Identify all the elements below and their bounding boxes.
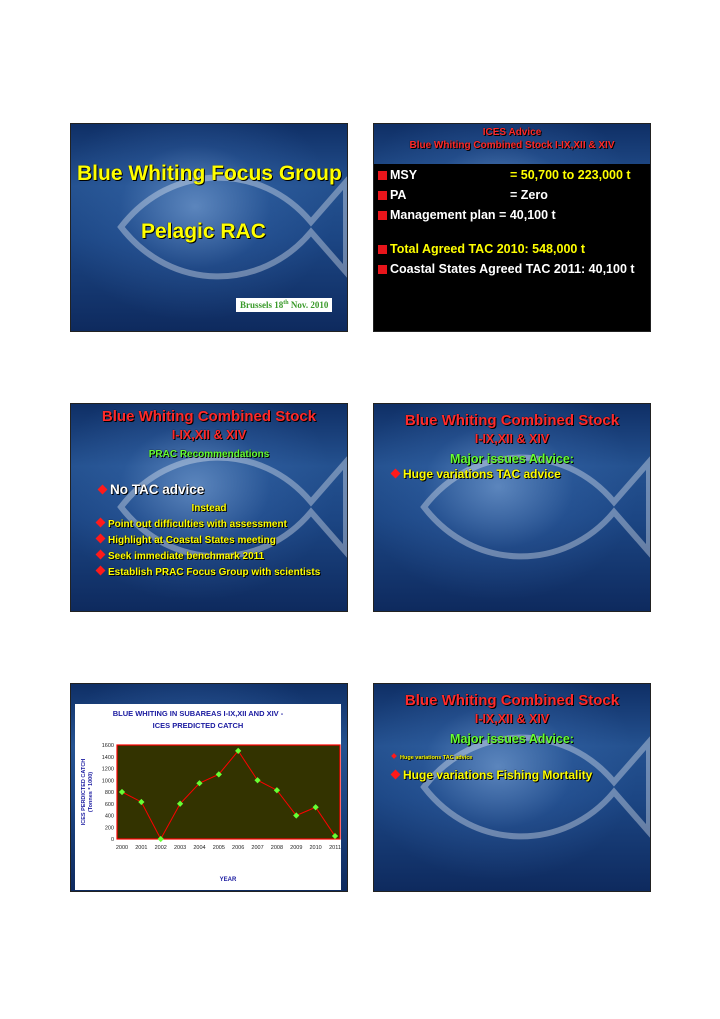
list-item: Huge variations TAC advice (392, 467, 561, 481)
x-tick-label: 2001 (135, 845, 148, 851)
y-tick-label: 1200 (101, 766, 114, 773)
advice-row-msy: MSY = 50,700 to 223,000 t (378, 168, 417, 182)
x-tick-label: 2009 (290, 845, 303, 851)
x-tick-label: 2010 (309, 845, 322, 851)
slide-chart (70, 683, 348, 892)
advice-row-total-tac: Total Agreed TAC 2010: 548,000 t (378, 242, 585, 256)
diamond-bullet-icon (96, 518, 106, 528)
square-bullet-icon (378, 211, 387, 220)
x-tick-label: 2008 (270, 845, 284, 851)
list-item: Seek immediate benchmark 2011 (97, 551, 264, 562)
diamond-bullet-icon (96, 550, 106, 560)
diamond-bullet-icon (96, 566, 106, 576)
diamond-bullet-icon (391, 753, 397, 759)
diamond-bullet-icon (98, 485, 108, 495)
chart-title-line1: BLUE WHITING IN SUBAREAS I-IX,XII AND XIV - (112, 709, 284, 718)
advice-row-management-plan: Management plan = 40,100 t (378, 208, 556, 222)
slide-ices-advice (373, 123, 651, 332)
y-tick-label: 600 (104, 801, 114, 808)
list-item: Highlight at Coastal States meeting (97, 535, 276, 546)
instead-label: Instead (191, 503, 227, 514)
slide-prac-recommendations (70, 403, 348, 612)
x-tick-label: 2002 (154, 845, 167, 851)
advice-row-pa: PA = Zero (378, 188, 406, 202)
x-tick-label: 2004 (193, 845, 206, 851)
y-axis-label-line1: ICES PERDICTED CATCH (81, 758, 87, 826)
slide-header-line2: Blue Whiting Combined Stock I-IX,XII & XIV (409, 140, 615, 151)
y-tick-label: 1400 (101, 754, 114, 761)
advice-panel (374, 164, 650, 331)
section-heading: PRAC Recommendations (148, 449, 270, 460)
x-tick-label: 2005 (212, 845, 225, 851)
slide-title: Blue Whiting Combined Stock (404, 412, 620, 429)
slide-title: Blue Whiting Combined Stock (404, 692, 620, 709)
x-tick-label: 2007 (251, 845, 264, 851)
plot-area (117, 745, 340, 839)
predicted-catch-chart (75, 704, 341, 890)
square-bullet-icon (378, 265, 387, 274)
square-bullet-icon (378, 171, 387, 180)
list-item: Point out difficulties with assessment (97, 519, 287, 530)
slide-title: Blue Whiting Combined Stock (101, 408, 317, 425)
square-bullet-icon (378, 245, 387, 254)
x-tick-label: 2011 (329, 845, 341, 851)
slide-title (70, 123, 348, 332)
chart-card (75, 704, 341, 890)
y-tick-label: 1600 (101, 743, 114, 749)
x-axis-label: YEAR (219, 877, 237, 883)
section-heading: Major issues Advice: (450, 452, 574, 466)
list-item: Huge variations Fishing Mortality (392, 768, 592, 782)
x-tick-label: 2003 (173, 845, 187, 851)
diamond-bullet-icon (96, 534, 106, 544)
y-tick-label: 200 (104, 825, 114, 832)
advice-row-coastal-states: Coastal States Agreed TAC 2011: 40,100 t (378, 262, 635, 276)
slide-header-line1: ICES Advice (482, 127, 542, 138)
list-item: Establish PRAC Focus Group with scientists (97, 567, 320, 578)
presentation-subtitle: Pelagic RAC (141, 220, 266, 243)
presentation-title: Blue Whiting Focus Group (77, 162, 342, 185)
y-axis-label-line2: (Tonnes * 1000) (88, 771, 94, 813)
diamond-bullet-icon (391, 770, 401, 780)
square-bullet-icon (378, 191, 387, 200)
diamond-bullet-icon (391, 469, 401, 479)
slide-subtitle: I-IX,XII & XIV (474, 712, 550, 726)
x-tick-label: 2000 (115, 845, 129, 851)
slide-subtitle: I-IX,XII & XIV (171, 428, 247, 442)
main-bullet: No TAC advice (99, 482, 204, 497)
slide-major-issues-tac (373, 403, 651, 612)
y-tick-label: 0 (110, 837, 114, 843)
x-tick-label: 2006 (232, 845, 245, 851)
list-item: Huge variations TAC advice (392, 754, 472, 761)
slide-subtitle: I-IX,XII & XIV (474, 432, 550, 446)
y-tick-label: 400 (104, 813, 114, 820)
section-heading: Major issues Advice: (450, 732, 574, 746)
slide-major-issues-fishing-mortality (373, 683, 651, 892)
y-tick-label: 800 (104, 790, 114, 796)
date-label: Brussels 18th Nov. 2010 (236, 298, 332, 312)
chart-title-line2: ICES PREDICTED CATCH (152, 721, 244, 730)
y-tick-label: 1000 (101, 778, 114, 785)
